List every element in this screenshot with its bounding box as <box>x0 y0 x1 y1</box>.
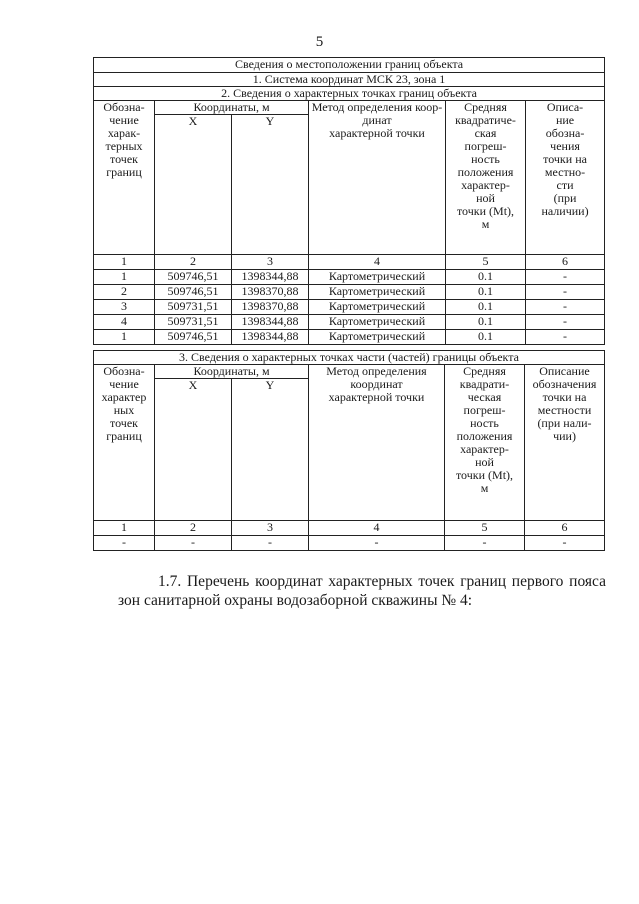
method: Картометрический <box>309 315 446 330</box>
y-coordinate: 1398344,88 <box>232 330 309 345</box>
empty-cell: - <box>309 536 445 551</box>
point-number: 1 <box>94 270 155 285</box>
header-error: Средняя квадрати- ческая погреш- ность положения характер- ной точки (Mt), м <box>445 365 525 521</box>
table-row <box>94 285 605 300</box>
page-number: 5 <box>315 34 324 50</box>
column-number: 1 <box>94 255 155 270</box>
table-row <box>94 536 605 551</box>
column-number: 5 <box>446 255 526 270</box>
point-number: 1 <box>94 330 155 345</box>
table-row <box>94 270 605 285</box>
column-number: 1 <box>94 521 155 536</box>
table-row <box>94 315 605 330</box>
header-coordinates: Координаты, м <box>155 365 309 379</box>
column-number: 2 <box>155 255 232 270</box>
boundary-parts-table <box>93 350 605 551</box>
point-number: 2 <box>94 285 155 300</box>
method: Картометрический <box>309 285 446 300</box>
header-x: X <box>155 379 232 521</box>
error-value: 0.1 <box>446 300 526 315</box>
error-value: 0.1 <box>446 285 526 300</box>
point-number: 3 <box>94 300 155 315</box>
method: Картометрический <box>309 300 446 315</box>
description: - <box>526 315 605 330</box>
x-coordinate: 509746,51 <box>155 285 232 300</box>
column-number: 2 <box>155 521 232 536</box>
description: - <box>526 270 605 285</box>
coordinate-system-row: 1. Система координат МСК 23, зона 1 <box>94 73 605 87</box>
description: - <box>526 330 605 345</box>
description: - <box>526 285 605 300</box>
header-method: Метод определения коор- динат характерной точки <box>309 101 446 255</box>
x-coordinate: 509746,51 <box>155 270 232 285</box>
section-paragraph: 1.7. Перечень координат характерных точек границ первого пояса зон санитарной охраны водозаборной скважины № 4: <box>118 573 606 609</box>
y-coordinate: 1398344,88 <box>232 270 309 285</box>
method: Картометрический <box>309 330 446 345</box>
empty-cell: - <box>445 536 525 551</box>
x-coordinate: 509731,51 <box>155 315 232 330</box>
boundary-coordinates-table <box>93 57 605 345</box>
header-designation: Обозна- чение харак- терных точек границ <box>94 101 155 255</box>
column-number: 6 <box>526 255 605 270</box>
header-description: Описание обозначения точки на местности (при нали- чии) <box>525 365 605 521</box>
header-designation: Обозна- чение характер ных точек границ <box>94 365 155 521</box>
header-description: Описа- ние обозна- чения точки на местно- сти (при наличии) <box>526 101 605 255</box>
x-coordinate: 509746,51 <box>155 330 232 345</box>
error-value: 0.1 <box>446 330 526 345</box>
header-coordinates: Координаты, м <box>155 101 309 115</box>
column-number: 4 <box>309 255 446 270</box>
empty-cell: - <box>155 536 232 551</box>
empty-cell: - <box>525 536 605 551</box>
section-heading: 3. Сведения о характерных точках части (частей) границы объекта <box>94 351 605 365</box>
header-error: Средняя квадратиче- ская погреш- ность положения характер- ной точки (Mt), м <box>446 101 526 255</box>
header-y: Y <box>232 115 309 255</box>
method: Картометрический <box>309 270 446 285</box>
column-number: 4 <box>309 521 445 536</box>
error-value: 0.1 <box>446 315 526 330</box>
y-coordinate: 1398344,88 <box>232 315 309 330</box>
header-y: Y <box>232 379 309 521</box>
column-number: 3 <box>232 255 309 270</box>
empty-cell: - <box>232 536 309 551</box>
empty-cell: - <box>94 536 155 551</box>
y-coordinate: 1398370,88 <box>232 285 309 300</box>
description: - <box>526 300 605 315</box>
y-coordinate: 1398370,88 <box>232 300 309 315</box>
x-coordinate: 509731,51 <box>155 300 232 315</box>
column-number: 5 <box>445 521 525 536</box>
column-number: 3 <box>232 521 309 536</box>
error-value: 0.1 <box>446 270 526 285</box>
point-number: 4 <box>94 315 155 330</box>
table-title: Сведения о местоположении границ объекта <box>94 58 605 73</box>
header-method: Метод определения координат характерной точки <box>309 365 445 521</box>
table-row <box>94 330 605 345</box>
section-heading: 2. Сведения о характерных точках границ объекта <box>94 87 605 101</box>
table-row <box>94 300 605 315</box>
header-x: X <box>155 115 232 255</box>
column-number: 6 <box>525 521 605 536</box>
